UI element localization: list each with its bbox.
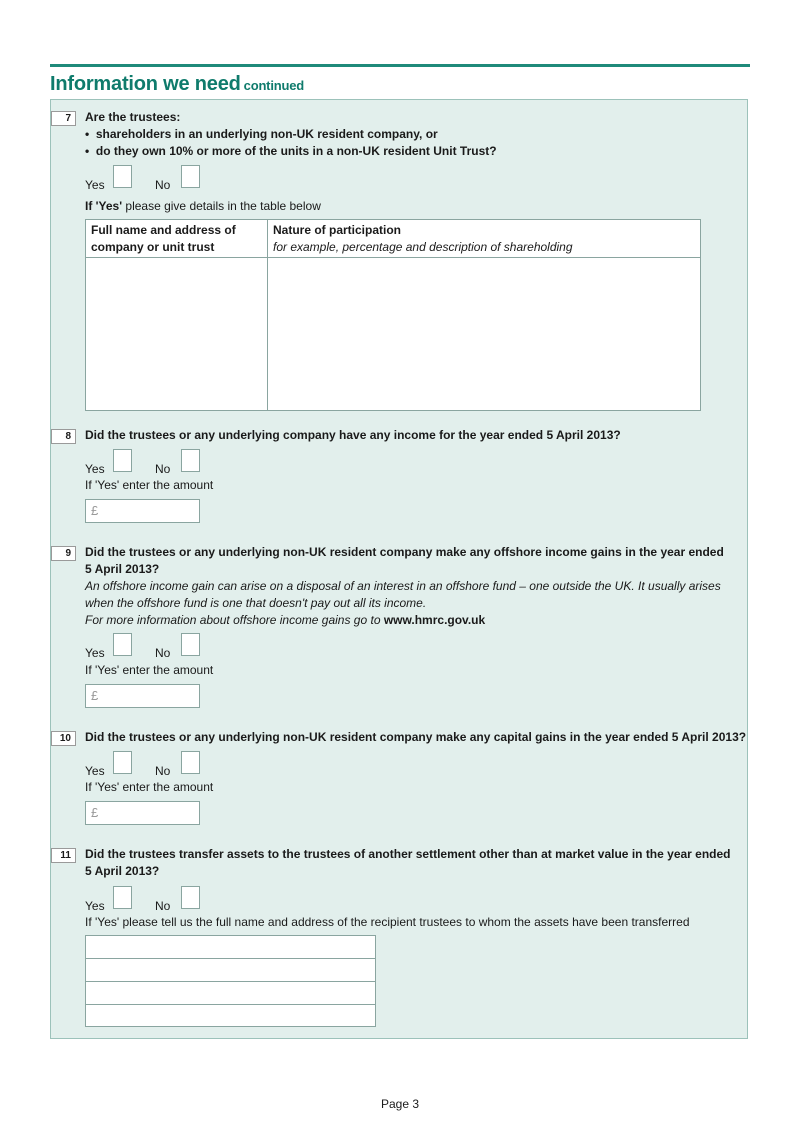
q10-no-label: No xyxy=(155,764,171,778)
header-rule xyxy=(50,64,750,67)
q10-currency-symbol: £ xyxy=(91,805,99,820)
q7-bullet-1: • shareholders in an underlying non-UK resident company, or xyxy=(85,127,438,141)
q7-details-table xyxy=(85,219,701,411)
q11-recipient-line-4[interactable] xyxy=(86,1005,375,1026)
q7-question: Are the trustees: xyxy=(85,110,181,124)
q11-yes-label: Yes xyxy=(85,899,105,913)
q9-currency-symbol: £ xyxy=(91,688,99,703)
q11-number: 11 xyxy=(51,848,76,863)
q7-table-participation-cell[interactable] xyxy=(268,258,700,410)
q10-if-yes-instruction: If 'Yes' enter the amount xyxy=(85,780,214,794)
q9-note-line-1: An offshore income gain can arise on a disposal of an interest in an offshore fund – one outside the UK. It usually arises xyxy=(85,579,721,593)
q9-amount-field[interactable] xyxy=(85,684,200,708)
q11-no-checkbox[interactable] xyxy=(181,886,200,909)
q7-no-checkbox[interactable] xyxy=(181,165,200,188)
q9-question-line-2: 5 April 2013? xyxy=(85,562,160,576)
hmrc-link[interactable]: www.hmrc.gov.uk xyxy=(383,613,486,627)
q7-table-col1-header: Full name and address of company or unit trust xyxy=(91,223,236,254)
q11-recipient-line-2[interactable] xyxy=(86,959,375,981)
q8-amount-field[interactable] xyxy=(85,499,200,523)
q11-no-label: No xyxy=(155,899,171,913)
q9-number: 9 xyxy=(51,546,76,561)
q8-no-label: No xyxy=(155,462,171,476)
q11-yes-checkbox[interactable] xyxy=(113,886,132,909)
q10-number: 10 xyxy=(51,731,76,746)
q9-yes-checkbox[interactable] xyxy=(113,633,132,656)
q11-recipient-trustees-box xyxy=(85,935,376,1027)
q8-question: Did the trustees or any underlying company have any income for the year ended 5 April 2013? xyxy=(85,428,621,442)
q11-if-yes-instruction: If 'Yes' please tell us the full name and address of the recipient trustees to whom the assets have been transferred xyxy=(85,915,690,929)
page-number: Page 3 xyxy=(380,1097,420,1111)
q10-question: Did the trustees or any underlying non-UK resident company make any capital gains in the year ended 5 April 2013? xyxy=(85,730,747,744)
q7-table-col2-sub: for example, percentage and description of shareholding xyxy=(273,240,573,254)
q8-yes-label: Yes xyxy=(85,462,105,476)
q9-no-checkbox[interactable] xyxy=(181,633,200,656)
q9-question-line-1: Did the trustees or any underlying non-UK resident company make any offshore income gains in the year ended xyxy=(85,545,724,559)
q7-no-label: No xyxy=(155,178,171,192)
q7-number: 7 xyxy=(51,111,76,126)
q10-no-checkbox[interactable] xyxy=(181,751,200,774)
q10-amount-field[interactable] xyxy=(85,801,200,825)
q7-yes-checkbox[interactable] xyxy=(113,165,132,188)
q8-currency-symbol: £ xyxy=(91,503,99,518)
q10-yes-label: Yes xyxy=(85,764,105,778)
q7-table-name-cell[interactable] xyxy=(86,258,267,410)
q8-no-checkbox[interactable] xyxy=(181,449,200,472)
q11-recipient-line-3[interactable] xyxy=(86,982,375,1004)
q7-table-col2-header: Nature of participation for example, percentage and description of shareholding xyxy=(273,223,573,254)
q11-question-line-1: Did the trustees transfer assets to the trustees of another settlement other than at market value in the year ended xyxy=(85,847,731,861)
q9-more-info: For more information about offshore income gains go to www.hmrc.gov.uk xyxy=(85,613,486,627)
q8-yes-checkbox[interactable] xyxy=(113,449,132,472)
q9-no-label: No xyxy=(155,646,171,660)
q11-question-line-2: 5 April 2013? xyxy=(85,864,160,878)
page-title: Information we need continued xyxy=(50,73,304,95)
q7-if-yes-instruction: If 'Yes' please give details in the table below xyxy=(85,199,321,213)
q9-if-yes-instruction: If 'Yes' enter the amount xyxy=(85,663,214,677)
q8-if-yes-instruction: If 'Yes' enter the amount xyxy=(85,478,214,492)
q11-recipient-line-1[interactable] xyxy=(86,936,375,958)
q9-yes-label: Yes xyxy=(85,646,105,660)
title-continued: continued xyxy=(243,78,304,93)
q7-yes-label: Yes xyxy=(85,178,105,192)
q9-note-line-2: when the offshore fund is one that doesn't pay out all its income. xyxy=(85,596,427,610)
q8-number: 8 xyxy=(51,429,76,444)
q10-yes-checkbox[interactable] xyxy=(113,751,132,774)
q7-bullet-2: • do they own 10% or more of the units in a non-UK resident Unit Trust? xyxy=(85,144,497,158)
